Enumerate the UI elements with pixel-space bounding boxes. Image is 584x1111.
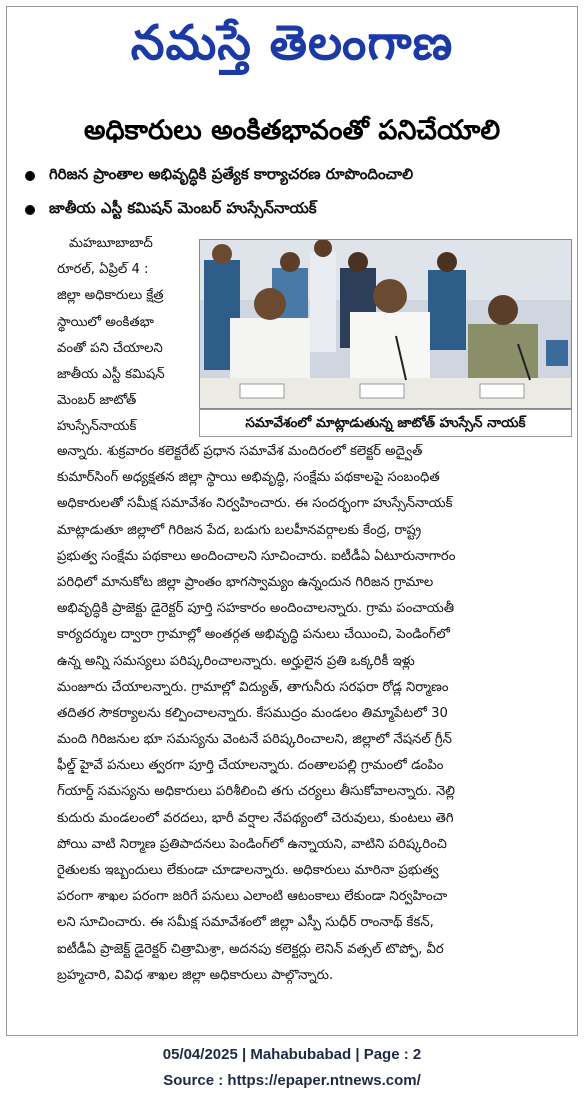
edition-info: 05/04/2025 | Mahabubabad | Page : 2 — [162, 1046, 422, 1063]
body-line: అభివృద్ధికి ప్రాజెక్టు డైరెక్టర్ పూర్తి సహకారం అందించాలన్నారు. గ్రామ పంచాయతీ — [57, 601, 455, 617]
body-line: ఫీల్డ్ హైవే పనులు త్వరగా పూర్తి చేయాలన్నారు. దంతాలపల్లి గ్రామంలో డంపిం — [57, 758, 444, 774]
photo-caption: సమావేశంలో మాట్లాడుతున్న జాటోత్ హుస్సేన్ నాయక్ — [199, 409, 572, 437]
body-line: అన్నారు. శుక్రవారం కలెక్టరేట్ ప్రధాన సమావేశ మందిరంలో కలెక్టర్ అద్వైత్ — [57, 444, 423, 459]
article-headline: అధికారులు అంకితభావంతో పనిచేయాలి — [83, 115, 501, 146]
lead-line: మెంబర్ జాటోత్ — [57, 393, 137, 409]
body-line: కుదురు మండలంలో వరదలు, భారీ వర్షాల నేపథ్యంలో చెరువులు, కుంటలు తెగి — [57, 810, 454, 826]
body-line: బ్రహ్మచారి, వివిధ శాఖల జిల్లా అధికారులు పాల్గొన్నారు. — [57, 967, 334, 983]
body-line: మాట్లాడుతూ జిల్లాలో గిరిజన పేద, బడుగు బలహీనవర్గాలకు కేంద్ర, రాష్ట్ర — [57, 522, 422, 538]
body-line: ఉన్న అన్ని సమస్యలు పరిష్కరించాలన్నారు. అర్హులైన ప్రతి ఒక్కరికీ ఇళ్లు — [57, 653, 415, 669]
bullet-dot-icon — [25, 205, 35, 215]
body-line: పరంగా శాఖల పరంగా జరిగే పనులు ఎలాంటి ఆటంకాలు లేకుండా నిర్వహించా — [57, 889, 448, 905]
lead-line: హుస్సేన్‌నాయక్ — [57, 419, 137, 435]
bullet-dot-icon — [25, 171, 35, 181]
body-line: మంజూరు చేయాలన్నారు. గ్రామాల్లో విద్యుత్, తాగునీరు సరఫరా రోడ్ల నిర్మాణం — [57, 679, 449, 695]
lead-line: వంతో పని చేయాలని — [57, 340, 163, 356]
meeting-photo — [199, 239, 572, 409]
body-line: పరిధిలో మానుకోట జిల్లా ప్రాంతం భాగస్వామ్యం ఉన్నందున గిరిజన గ్రామాల — [57, 574, 434, 590]
body-line: ప్రభుత్వ సంక్షేమ పథకాలు అందించాలని సూచించారు. ఐటీడీఏ ఏటూరునాగారం — [57, 548, 456, 564]
body-line: పోయి వాటి నిర్మాణ ప్రతిపాదనలు పెండింగ్‌లో ఉన్నాయని, వాటిని పరిష్కరించి — [57, 836, 447, 852]
lead-line: జిల్లా అధికారులు క్షేత్ర — [57, 288, 164, 304]
body-line: లని సూచించారు. ఈ సమీక్ష సమావేశంలో జిల్లా ఎస్పీ సుధీర్ రాంనాథ్ కేకన్, — [57, 915, 434, 931]
lead-line: మహబూబాబాద్ — [69, 236, 153, 251]
newspaper-masthead: నమస్తే తెలంగాణ — [130, 15, 454, 71]
lead-line: జాతీయ ఎస్టీ కమిషన్ — [57, 366, 165, 382]
source-link[interactable]: Source : https://epaper.ntnews.com/ — [163, 1072, 421, 1089]
body-line: రైతులకు ఇబ్బందులు లేకుండా చూడాలన్నారు. అధికారులు మారినా ప్రభుత్వ — [57, 863, 439, 878]
body-line: మంది గిరిజనుల భూ సమస్యను వెంటనే పరిష్కరించాలని, జిల్లాలో నేషనల్ గ్రీన్ — [57, 732, 452, 748]
subheading-text: గిరిజన ప్రాంతాల అభివృద్ధికి ప్రత్యేక కార్యాచరణ రూపొందించాలి — [49, 165, 414, 183]
body-line: తదితర సౌకర్యాలను కల్పించాలన్నారు. కేసముద్రం మండలం తిమ్మాపేటలో 30 — [57, 705, 448, 721]
body-line: గ్‌యార్డ్ సమస్యను అధికారులు పరిశీలించి తగు చర్యలు తీసుకోవాలన్నారు. నెల్లి — [57, 784, 455, 800]
lead-line: రూరల్, ఏప్రిల్ 4 : — [57, 262, 149, 278]
article-clipping — [6, 6, 578, 1036]
subheading-bullet — [25, 193, 567, 227]
article-body — [57, 439, 563, 989]
lead-line: స్థాయిలో అంకితభా — [57, 314, 154, 330]
body-line: ఐటీడీఏ ప్రాజెక్ట్ డైరెక్టర్ చిత్రామిశ్రా, అదనపు కలెక్టర్లు లెనిన్ వత్సల్ టొప్పో, వీర — [57, 941, 444, 957]
subheading-bullets — [25, 159, 567, 227]
subheading-bullet — [25, 159, 567, 193]
lead-paragraph — [57, 231, 199, 441]
subheading-text: జాతీయ ఎస్టీ కమిషన్ మెంబర్ హుస్సేన్‌నాయక్ — [49, 199, 317, 217]
body-line: కుమార్‌సింగ్ అధ్యక్షతన జిల్లా స్థాయి అభివృద్ధి, సంక్షేమ పథకాలపై సంబంధిత — [57, 470, 440, 486]
body-line: అధికారులతో సమీక్ష సమావేశం నిర్వహించారు. ఈ సందర్భంగా హుస్సేన్‌నాయక్ — [57, 496, 453, 512]
body-line: కార్యదర్శుల ద్వారా గ్రామాల్లో అంతర్గత అభివృద్ధి పనులు చేయించి, పెండింగ్‌లో — [57, 627, 450, 643]
meeting-photo-illustration — [200, 240, 572, 409]
